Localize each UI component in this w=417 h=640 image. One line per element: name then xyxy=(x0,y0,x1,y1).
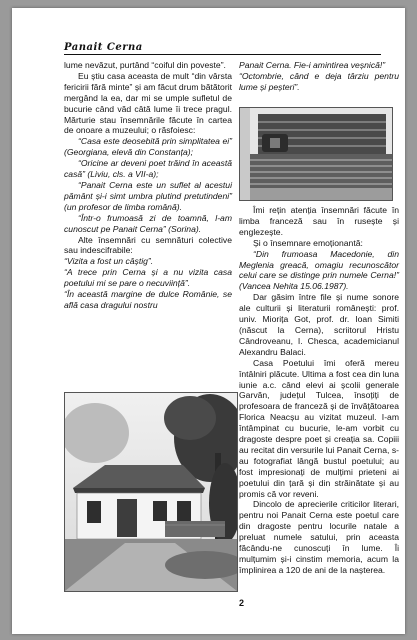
guestbook-quote: “Oricine ar deveni poet trăind în această casă” (Liviu, cls. a VII-a); xyxy=(64,158,232,180)
left-column xyxy=(64,60,232,311)
left-paragraph: Eu știu casa aceasta de mult “din vârsta fericirii fără minte” și am făcut drum bătătorit mergând la ea, dar mi se umple sufletul de bucurie când văd câtă lume îi trece pragul. Mărturie stau însemnările făcute în cartea de onoare a muzeului; o răsfoiesc: xyxy=(64,70,232,136)
guestbook-quote: “Panait Cerna este un suflet al acestui pământ și-i simt umbra plutind pretutindeni” (un profesor de limba română). xyxy=(64,179,232,212)
guestbook-quote: “Din frumoasa Macedonie, din Meglenia greacă, omagiu recunoscător celui care se distinge prin numele Cerna!” (Vancea Nehita 15.06.1987). xyxy=(239,248,399,292)
guestbook-quote: “În această margine de dulce Românie, se află casa dragului nostru xyxy=(64,289,232,310)
right-paragraph: Casa Poetului îmi oferă mereu întâlniri plăcute. Ultima a fost cea din luna iunie a.c. când elevi ai școlii generale Garvăn, județul Tulcea, însoțiți de profesoara de franceză și de învățătoarea Florica Neacșu au vizitat muzeul. I-am întâmpinat cu bucurie, le-am vorbit cu dragoste despre poet și creația sa. Copiii au recitat din versurile lui Panait Cerna, s-au fotografiat lângă bustul poetului; au fost impresionați de mulțimi prieteni ai poetului din țară și din străinătate și au promis că vor reveni. xyxy=(239,357,399,499)
right-paragraph: Dincolo de aprecierile criticilor literari, pentru noi Panait Cerna este poetul care din dragoste pentru locurile natale a preluat numele satului, prin aceasta făcându-ne cunoscuți în lume. Îi mulțumim și-i cinstim memoria, acum la împlinirea a 120 de ani de la nașterea. xyxy=(239,499,399,575)
guestbook-quote: “Într-o frumoasă zi de toamnă, l-am cunoscut pe Panait Cerna” (Sorina). xyxy=(64,212,232,234)
header-rule xyxy=(64,54,381,55)
right-paragraph: Și o însemnare emoționantă: xyxy=(253,237,363,248)
guestbook-quote: “Vizita a fost un câștig”. xyxy=(64,256,154,267)
page-header-title: Panait Cerna xyxy=(64,42,143,53)
page-number: 2 xyxy=(239,598,245,608)
guestbook-quote: “Casa este deosebită prin simplitatea ei” (Georgiana, elevă din Constanța); xyxy=(64,136,232,158)
right-column-bottom xyxy=(239,205,399,576)
magazine-page xyxy=(12,8,405,634)
guestbook-quote: Panait Cerna. Fie-i amintirea veșnică!” xyxy=(239,60,386,70)
traditional-rug-image xyxy=(240,108,392,200)
right-paragraph: Dar găsim între file și nume sonore ale culturii și literaturii românești: prof. univ. Miorița Got, prof. dr. Ioan Simiti (născut la Cerna), scriitorul Hristu Cândroveanu, I. Chesca, academicianul Alexandru Balaci. xyxy=(239,292,399,357)
interior-room-photo xyxy=(239,107,393,201)
guestbook-quote: “A trece prin Cerna și a nu vizita casa poetului mi se pare o necuviință”. xyxy=(64,267,232,289)
guestbook-quote: “Octombrie, când e deja târziu pentru lume și peșteri”. xyxy=(239,70,399,92)
memorial-house-image xyxy=(65,393,237,591)
right-paragraph: Îmi rețin atenția însemnări făcute în limba franceză sau în rusește și englezește. xyxy=(239,205,399,237)
left-paragraph: Alte însemnări cu semnături colective sau indescifrabile: xyxy=(64,234,232,256)
memorial-house-photo xyxy=(64,392,238,592)
left-paragraph: lume nevăzut, purtând “coiful din poveste”. xyxy=(64,60,226,70)
right-column-top xyxy=(239,60,399,93)
